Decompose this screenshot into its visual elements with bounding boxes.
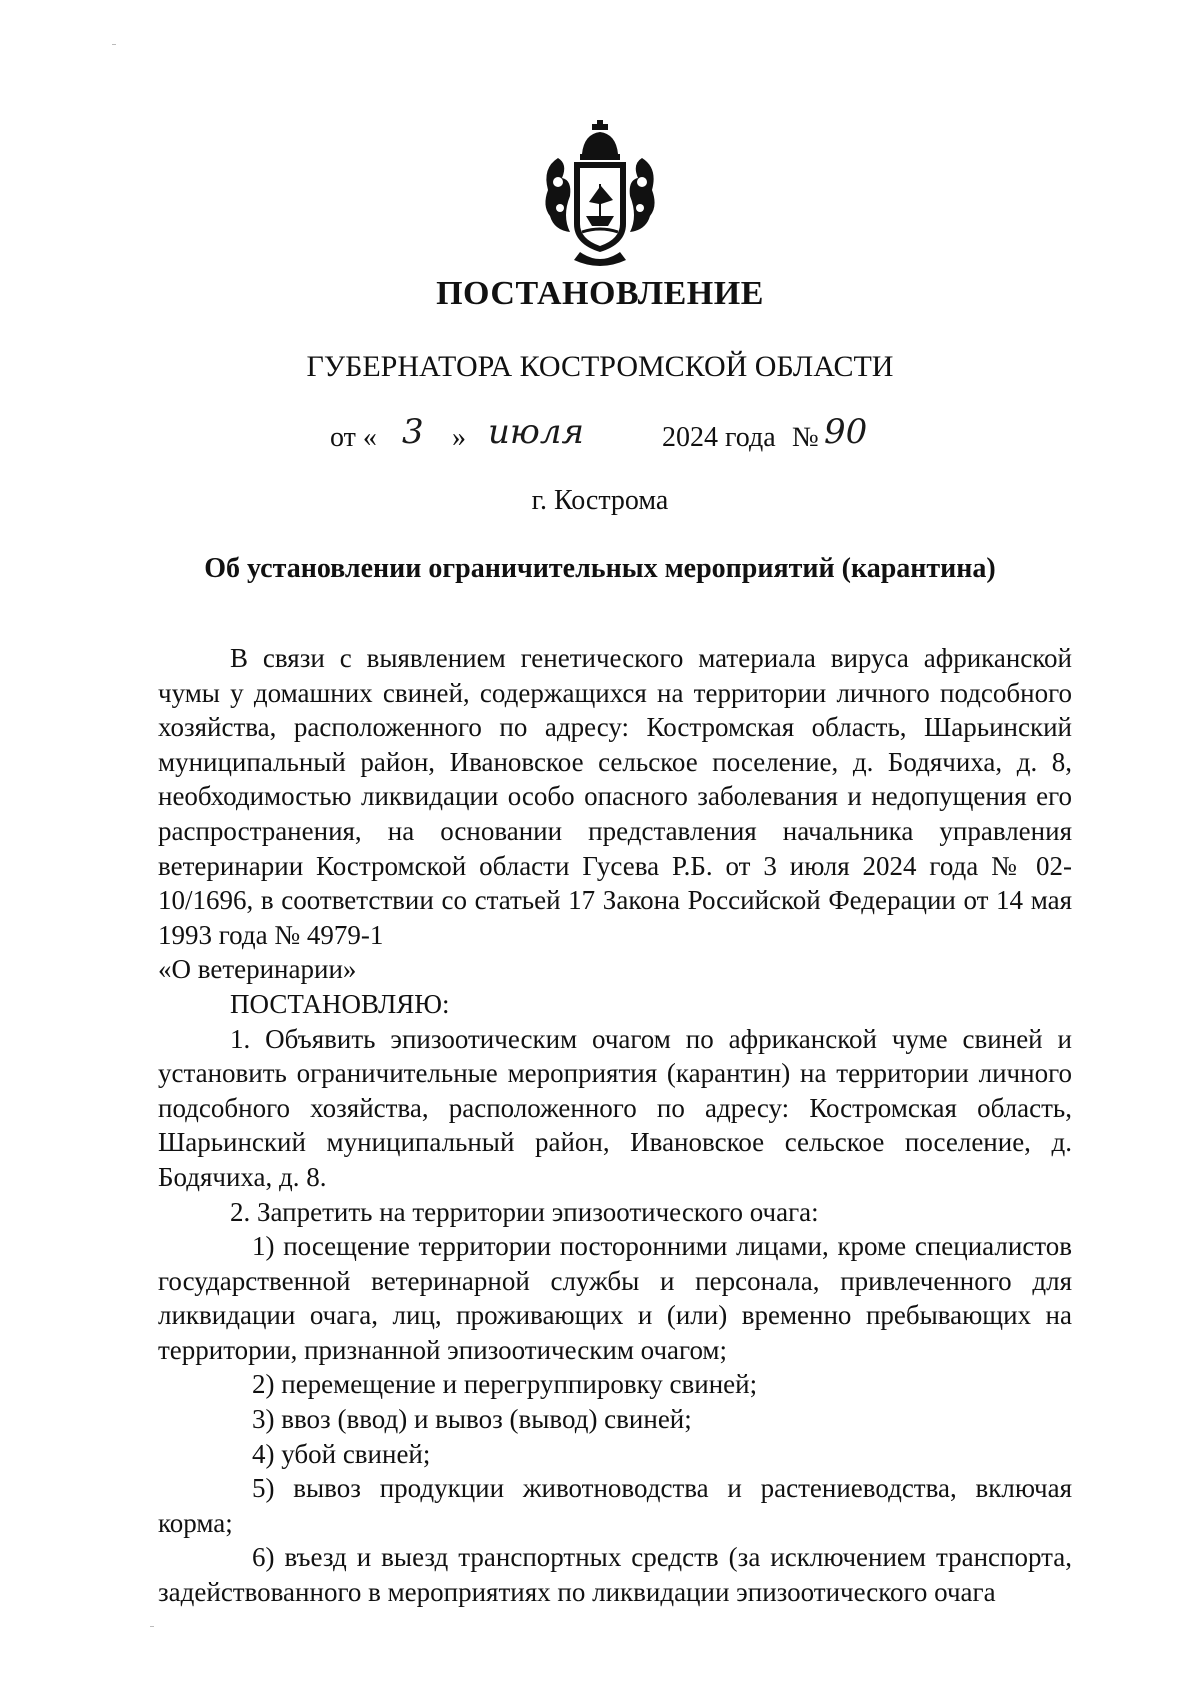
scan-speck — [150, 1626, 154, 1627]
date-mid: » — [452, 422, 466, 453]
handwritten-number: 90 — [824, 412, 868, 452]
subitem-5: 5) вывоз продукции животноводства и растениеводства, включая корма; — [158, 1473, 1072, 1538]
document-heading: Об установлении ограничительных мероприятий (карантина) — [204, 553, 996, 584]
date-year: 2024 года — [662, 422, 776, 453]
subitem-6: 6) въезд и выезд транспортных средств (за исключением транспорта, задействованного в мероприятиях по ликвидации эпизоотического очага — [158, 1542, 1072, 1608]
issuer-title: ГУБЕРНАТОРА КОСТРОМСКОЙ ОБЛАСТИ — [306, 350, 894, 383]
subitem-3: 3) ввоз (ввод) и вывоз (вывод) свиней; — [252, 1404, 692, 1435]
subitem-2: 2) перемещение и перегруппировку свиней; — [252, 1369, 758, 1400]
city-line: г. Кострома — [531, 485, 669, 516]
item-2: 2. Запретить на территории эпизоотического очага: — [230, 1196, 819, 1227]
subitem-1: 1) посещение территории посторонними лицами, кроме специалистов государственной ветеринарной службы и персонала, привлеченного для ликвидации очага, лиц, проживающих и (или) временно пребывающих на территории, признанной эпизоотическим очагом; — [158, 1231, 1072, 1365]
scan-speck — [112, 44, 116, 45]
subitem-4: 4) убой свиней; — [252, 1438, 431, 1469]
decree-word: ПОСТАНОВЛЯЮ: — [230, 988, 450, 1019]
handwritten-month: июля — [488, 412, 584, 452]
preamble-last-line: «О ветеринарии» — [158, 954, 357, 985]
number-prefix: № — [792, 422, 819, 453]
preamble-paragraph: В связи с выявлением генетического материала вируса африканской чумы у домашних свиней, содержащихся на территории личного подсобного хозяйства, расположенного по адресу: Костромская область, Шарьинский муниципальный район, Ивановское сельское поселение, д. Бодячиха, д. 8, необходимостью ликвидации особо опасного заболевания и недопущения его распространения, на основании представления начальника управления ветеринарии Костромской области Гусева Р.Б. от 3 июля 2024 года № 02-10/1696, в соответствии со статьей 17 Закона Российской Федерации от 14 мая 1993 года № 4979-1 — [158, 643, 1072, 950]
document-body — [158, 641, 1072, 1610]
handwritten-day: 3 — [402, 412, 424, 452]
document-title: ПОСТАНОВЛЕНИЕ — [436, 275, 764, 312]
coat-of-arms-emblem — [540, 120, 660, 270]
date-prefix: от « — [330, 422, 377, 453]
date-line — [0, 412, 1200, 462]
item-1: 1. Объявить эпизоотическим очагом по африканской чуме свиней и установить ограничительные мероприятия (карантин) на территории личного подсобного хозяйства, расположенного по адресу: Костромская область, Шарьинский муниципальный район, Ивановское сельское поселение, д. Бодячиха, д. 8. — [158, 1023, 1072, 1192]
